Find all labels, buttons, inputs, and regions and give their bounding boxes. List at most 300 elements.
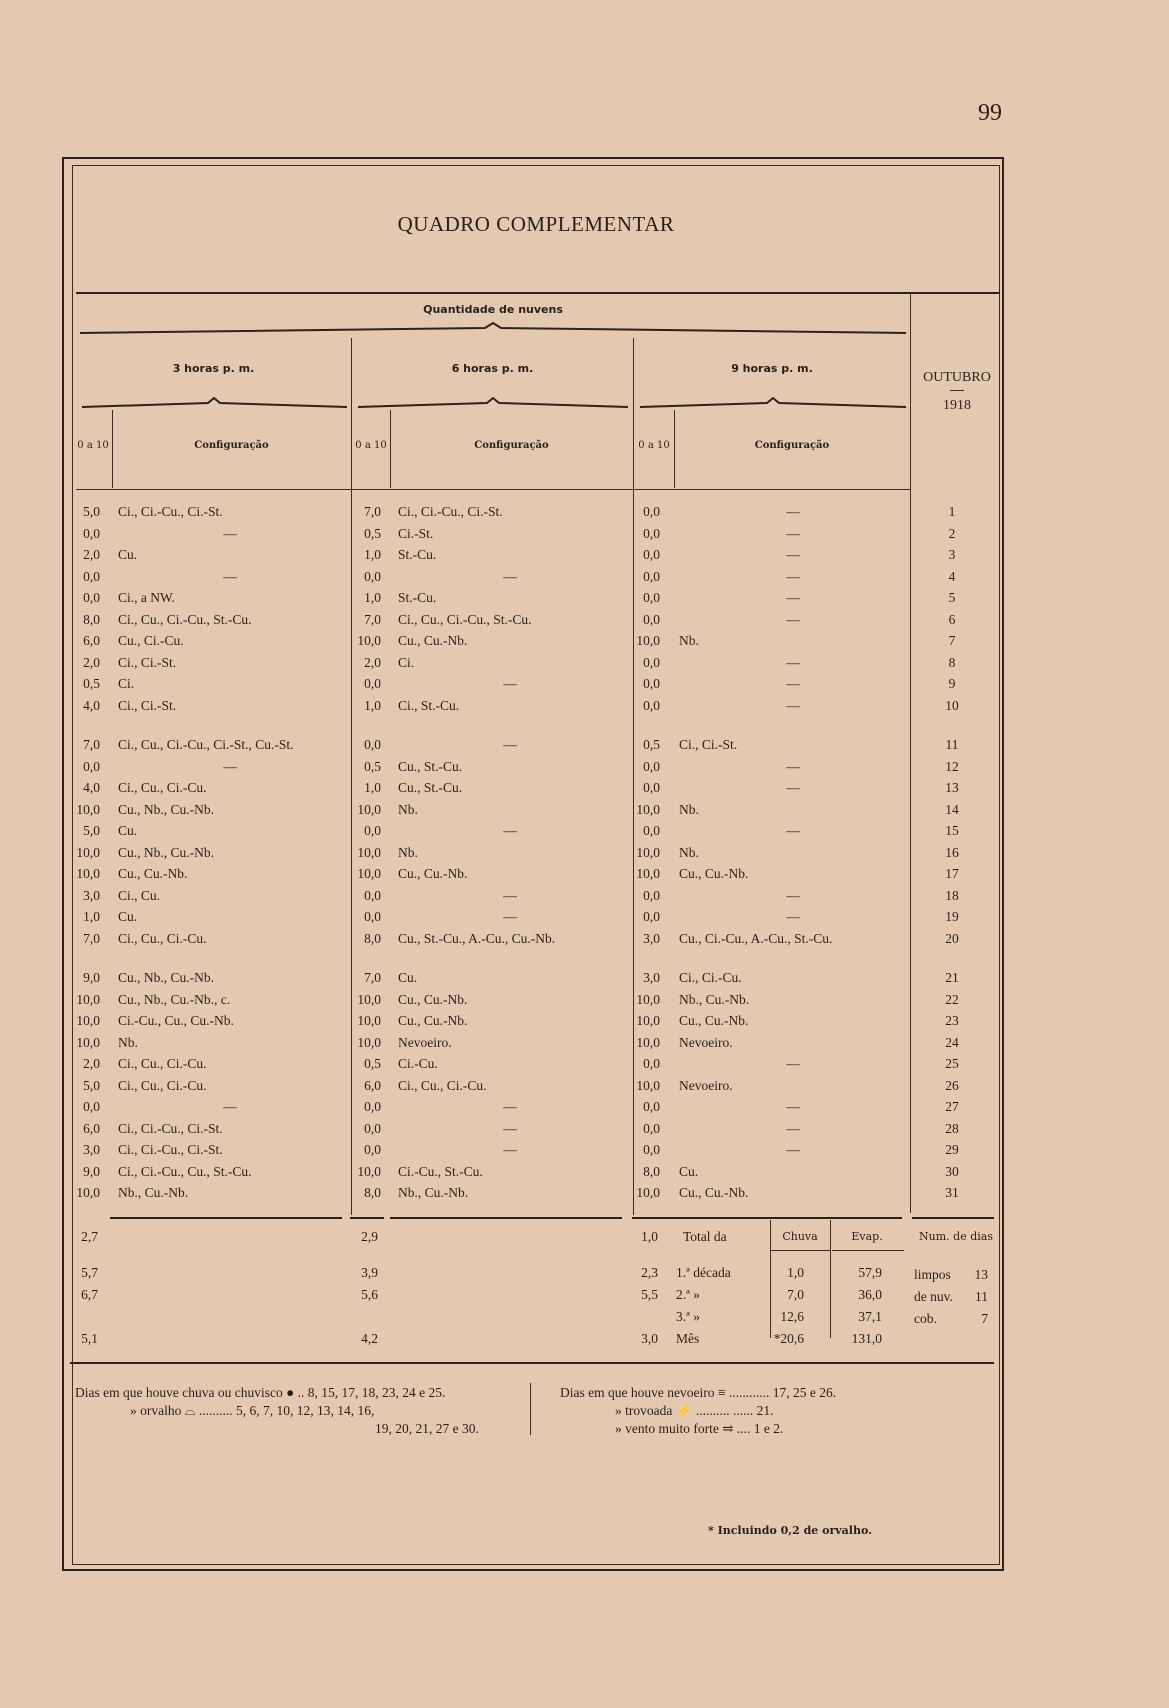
cell-9pm-config: Cu., Cu.-Nb. [679, 866, 749, 881]
cell-6pm-value: 10,0 [357, 991, 381, 1007]
summary-rule-6pm-scale [350, 1217, 384, 1219]
footer-divider [530, 1383, 531, 1435]
table-row [0, 1056, 1169, 1076]
table-row [0, 655, 1169, 675]
cell-9pm-value: 0,0 [643, 1120, 660, 1136]
cell-6pm-config: — [503, 676, 517, 691]
cell-9pm-value: 3,0 [643, 970, 660, 985]
table-row [0, 590, 1169, 610]
cell-9pm-config: — [786, 1142, 800, 1157]
footer-right-line-3: » vento muito forte ⥤ .... 1 e 2. [615, 1421, 784, 1436]
cell-6pm-config: Cu., Cu.-Nb. [398, 1013, 468, 1028]
cell-9pm-value: 0,0 [643, 590, 660, 605]
summary-3pm-month: 2,7 [81, 1229, 98, 1244]
header-bottom-rule [76, 489, 910, 490]
cell-3pm-value: 5,0 [83, 823, 100, 838]
chuva-d2: 7,0 [787, 1287, 804, 1302]
cell-9pm-config: — [786, 887, 800, 903]
dias-nuv-label: de nuv. [914, 1289, 953, 1304]
dias-limpos-label: limpos [914, 1267, 951, 1282]
cell-3pm-value: 8,0 [83, 611, 100, 627]
cell-9pm-config: — [786, 909, 800, 924]
cell-day: 8 [948, 654, 956, 670]
cell-3pm-config: Nb. [118, 1034, 138, 1050]
table-row [0, 845, 1169, 865]
footnote: * Incluindo 0,2 de orvalho. [708, 1524, 872, 1537]
table-row [0, 992, 1169, 1012]
cell-day: 11 [945, 737, 959, 752]
config-header-3pm: Configuração [194, 440, 269, 451]
evap-d2: 36,0 [858, 1287, 882, 1302]
table-row [0, 1121, 1169, 1141]
cell-3pm-value: 0,5 [83, 676, 100, 691]
table-row [0, 1013, 1169, 1033]
cell-day: 5 [948, 590, 956, 605]
cell-9pm-config: — [786, 654, 800, 670]
cell-6pm-config: Cu. [398, 970, 418, 985]
cell-3pm-config: — [223, 758, 237, 774]
cell-6pm-config: Ci., Cu., Ci.-Cu., St.-Cu. [398, 611, 532, 627]
period-d1-label: 1.ª década [676, 1265, 731, 1280]
cell-3pm-value: 10,0 [76, 844, 100, 860]
cell-6pm-value: 0,0 [364, 823, 381, 838]
cell-day: 28 [945, 1120, 959, 1136]
title-rule [76, 292, 1000, 294]
cell-3pm-config: — [223, 1099, 237, 1114]
cell-9pm-config: — [786, 590, 800, 605]
cell-3pm-config: Ci., Cu., Ci.-Cu., Ci.-St., Cu.-St. [118, 737, 294, 752]
brace-6pm [358, 397, 628, 409]
evap-d1: 57,9 [858, 1265, 882, 1280]
cell-6pm-config: Ci.-Cu. [398, 1056, 438, 1071]
cell-9pm-value: 10,0 [636, 633, 660, 648]
dias-cob-label: cob. [914, 1311, 937, 1326]
cell-9pm-config: — [786, 758, 800, 774]
cell-6pm-value: 0,0 [364, 676, 381, 691]
table-row [0, 737, 1169, 757]
cell-9pm-config: — [786, 547, 800, 562]
cell-9pm-config: — [786, 1120, 800, 1136]
cell-9pm-value: 0,0 [643, 611, 660, 627]
period-header-3pm: 3 horas p. m. [172, 362, 255, 375]
cell-6pm-config: St.-Cu. [398, 590, 437, 605]
cell-day: 10 [945, 697, 959, 713]
summary-rule-3pm [110, 1217, 342, 1219]
cell-9pm-value: 10,0 [636, 1077, 660, 1093]
cell-6pm-value: 1,0 [364, 780, 381, 795]
cell-day: 1 [948, 504, 956, 519]
chuva-d1: 1,0 [787, 1265, 804, 1280]
cell-3pm-config: Cu. [118, 823, 138, 838]
cell-9pm-value: 3,0 [643, 930, 660, 946]
cell-6pm-config: Ci., St.-Cu. [398, 697, 460, 713]
brace-9pm [640, 397, 906, 409]
cell-9pm-value: 10,0 [636, 1013, 660, 1028]
cell-3pm-config: Cu. [118, 909, 138, 924]
cell-6pm-value: 0,5 [364, 758, 381, 774]
cell-6pm-config: Cu., St.-Cu. [398, 780, 463, 795]
cell-3pm-config: — [223, 568, 237, 584]
cell-3pm-config: Ci., a NW. [118, 590, 175, 605]
cell-6pm-value: 10,0 [357, 633, 381, 648]
cell-3pm-config: Ci.-Cu., Cu., Cu.-Nb. [118, 1013, 234, 1028]
table-row [0, 547, 1169, 567]
cell-3pm-config: Ci., Cu., Ci.-Cu. [118, 930, 207, 946]
cell-3pm-config: Ci., Cu., Ci.-Cu. [118, 1077, 207, 1093]
cell-3pm-value: 3,0 [83, 1142, 100, 1157]
total-label: Total da [683, 1229, 727, 1244]
cell-6pm-config: Cu., Cu.-Nb. [398, 633, 468, 648]
cell-3pm-config: Ci., Ci.-St. [118, 697, 177, 713]
cell-day: 7 [948, 633, 956, 648]
table-row [0, 676, 1169, 696]
cell-3pm-config: Ci., Cu., Ci.-Cu. [118, 1056, 207, 1071]
cell-6pm-config: Cu., St.-Cu., A.-Cu., Cu.-Nb. [398, 930, 556, 946]
chuva-header: Chuva [782, 1230, 818, 1243]
cell-day: 24 [945, 1034, 959, 1050]
summary-6pm-d2: 5,6 [361, 1287, 378, 1302]
cell-9pm-config: Cu., Ci.-Cu., A.-Cu., St.-Cu. [679, 930, 833, 946]
cell-6pm-value: 8,0 [364, 1185, 381, 1200]
chuva-month: *20,6 [773, 1331, 804, 1346]
cell-9pm-value: 0,0 [643, 676, 660, 691]
cell-6pm-config: Nb. [398, 844, 418, 860]
cell-3pm-config: Ci., Ci.-Cu., Cu., St.-Cu. [118, 1163, 252, 1179]
summary-6pm-month: 2,9 [361, 1229, 378, 1244]
cell-3pm-value: 3,0 [83, 887, 100, 903]
table-row [0, 612, 1169, 632]
cell-3pm-value: 5,0 [83, 1077, 100, 1093]
table-row [0, 569, 1169, 589]
cell-9pm-value: 0,0 [643, 909, 660, 924]
cell-6pm-value: 10,0 [357, 1013, 381, 1028]
page-number: 99 [978, 100, 1002, 126]
cell-6pm-config: — [503, 737, 517, 752]
month-label: OUTUBRO [923, 370, 991, 385]
cell-6pm-value: 1,0 [364, 547, 381, 562]
cell-6pm-value: 8,0 [364, 930, 381, 946]
rain-symbol-icon: ● [286, 1385, 295, 1400]
cell-3pm-config: Ci., Cu., Ci.-Cu., St.-Cu. [118, 611, 252, 627]
cell-9pm-config: — [786, 568, 800, 584]
cell-9pm-config: Ci., Ci.-Cu. [679, 970, 742, 985]
cell-day: 29 [945, 1142, 959, 1157]
cell-3pm-value: 2,0 [83, 654, 100, 670]
summary-9pm-d3: 3,0 [641, 1331, 658, 1346]
cell-3pm-config: Cu., Nb., Cu.-Nb. [118, 844, 215, 860]
cell-3pm-config: Ci. [118, 676, 135, 691]
cell-9pm-value: 10,0 [636, 991, 660, 1007]
cell-9pm-value: 0,0 [643, 1099, 660, 1114]
cell-3pm-config: Cu., Nb., Cu.-Nb. [118, 970, 215, 985]
evap-header: Evap. [851, 1230, 883, 1243]
config-header-6pm: Configuração [474, 440, 549, 451]
cell-day: 18 [945, 887, 959, 903]
table-row [0, 633, 1169, 653]
footer-left-line-1: Dias em que houve chuva ou chuvisco ● .. 8, 15, 17, 18, 23, 24 e 25. [75, 1385, 446, 1400]
cell-3pm-value: 10,0 [76, 801, 100, 817]
footer-left-line-2: » orvalho ⌓ .......... 5, 6, 7, 10, 12, 13, 14, 16, [130, 1403, 375, 1418]
group-brace [80, 322, 906, 334]
cell-3pm-config: Cu. [118, 547, 138, 562]
cell-3pm-config: Cu., Nb., Cu.-Nb. [118, 801, 215, 817]
group-header: Quantidade de nuvens [423, 303, 563, 316]
cell-6pm-value: 0,0 [364, 887, 381, 903]
table-row [0, 1099, 1169, 1119]
cell-6pm-config: Nb. [398, 801, 418, 817]
cell-day: 3 [948, 547, 956, 562]
cell-6pm-value: 0,5 [364, 1056, 381, 1071]
cell-9pm-config: Ci., Ci.-St. [679, 737, 738, 752]
cell-9pm-value: 0,0 [643, 525, 660, 541]
cell-6pm-value: 10,0 [357, 801, 381, 817]
cell-3pm-config: Cu., Nb., Cu.-Nb., c. [118, 991, 231, 1007]
dias-limpos-value: 13 [974, 1267, 988, 1282]
cell-9pm-config: Cu. [679, 1163, 699, 1179]
cell-6pm-config: Ci. [398, 654, 415, 670]
summary-6pm-d3: 4,2 [361, 1331, 378, 1346]
cell-9pm-value: 10,0 [636, 866, 660, 881]
period-header-9pm: 9 horas p. m. [731, 362, 813, 375]
cell-9pm-value: 0,0 [643, 568, 660, 584]
table-row [0, 931, 1169, 951]
table-row [0, 909, 1169, 929]
cell-6pm-value: 2,0 [364, 654, 381, 670]
cell-6pm-value: 10,0 [357, 844, 381, 860]
cell-3pm-config: Ci., Cu. [118, 887, 161, 903]
cell-6pm-value: 6,0 [364, 1077, 381, 1093]
cell-6pm-value: 7,0 [364, 970, 381, 985]
cell-9pm-config: Nb., Cu.-Nb. [679, 991, 750, 1007]
cell-3pm-value: 9,0 [83, 970, 100, 985]
dew-symbol-icon: ⌓ [184, 1403, 196, 1418]
cell-3pm-config: — [223, 525, 237, 541]
cell-3pm-value: 1,0 [83, 909, 100, 924]
scale-header-3pm: 0 a 10 [77, 440, 109, 451]
cell-9pm-value: 0,0 [643, 697, 660, 713]
cell-6pm-config: — [503, 1142, 517, 1157]
cell-3pm-value: 0,0 [83, 525, 100, 541]
cell-3pm-value: 7,0 [83, 930, 100, 946]
cell-9pm-config: — [786, 611, 800, 627]
table-row [0, 970, 1169, 990]
cell-day: 25 [945, 1056, 959, 1071]
footer-right-line-2: » trovoada ⚡ .......... ...... 21. [615, 1403, 774, 1418]
footer-left-line-3: 19, 20, 21, 27 e 30. [375, 1421, 479, 1436]
cell-9pm-config: — [786, 823, 800, 838]
footer-right-line-1: Dias em que houve nevoeiro ≡ ............ 17, 25 e 26. [560, 1385, 837, 1400]
month-year-rule [950, 390, 964, 391]
cell-day: 20 [945, 930, 959, 946]
period-header-6pm: 6 horas p. m. [451, 362, 534, 375]
cell-6pm-config: Ci.-Cu., St.-Cu. [398, 1163, 483, 1179]
num-dias-header: Num. de dias [919, 1230, 993, 1243]
cell-6pm-config: Ci., Ci.-Cu., Ci.-St. [398, 504, 503, 519]
cell-9pm-value: 0,0 [643, 758, 660, 774]
cell-9pm-config: Nevoeiro. [679, 1034, 733, 1050]
cell-6pm-config: Nevoeiro. [398, 1034, 452, 1050]
summary-3pm-d1: 5,7 [81, 1265, 98, 1280]
cell-9pm-value: 10,0 [636, 844, 660, 860]
cell-9pm-config: — [786, 1099, 800, 1114]
cell-day: 23 [945, 1013, 959, 1028]
cell-6pm-config: — [503, 568, 517, 584]
scale-header-9pm: 0 a 10 [638, 440, 670, 451]
year-label: 1918 [943, 398, 971, 413]
summary-9pm-month: 1,0 [641, 1229, 658, 1244]
cell-day: 13 [945, 780, 959, 795]
cell-9pm-value: 0,5 [643, 737, 660, 752]
summary-3pm-d2: 6,7 [81, 1287, 98, 1302]
period-d2-label: 2.ª » [676, 1287, 700, 1302]
cell-9pm-config: — [786, 1056, 800, 1071]
evap-month: 131,0 [851, 1331, 882, 1346]
cell-9pm-value: 0,0 [643, 504, 660, 519]
table-row [0, 1078, 1169, 1098]
chuva-d3: 12,6 [780, 1309, 804, 1324]
cell-6pm-config: Ci., Cu., Ci.-Cu. [398, 1077, 487, 1093]
cell-6pm-value: 10,0 [357, 866, 381, 881]
cell-day: 16 [945, 844, 959, 860]
cell-6pm-value: 10,0 [357, 1034, 381, 1050]
cell-3pm-value: 10,0 [76, 1034, 100, 1050]
cell-3pm-value: 7,0 [83, 737, 100, 752]
cell-3pm-value: 4,0 [83, 697, 100, 713]
table-frame-inner [72, 165, 1000, 1565]
cell-3pm-config: Cu., Cu.-Nb. [118, 866, 188, 881]
cell-3pm-value: 9,0 [83, 1163, 100, 1179]
cell-9pm-config: Nb. [679, 801, 699, 817]
cell-6pm-config: — [503, 909, 517, 924]
table-row [0, 888, 1169, 908]
cell-day: 30 [945, 1163, 959, 1179]
summary-9pm-d2: 5,5 [641, 1287, 658, 1302]
table-row [0, 1035, 1169, 1055]
cell-3pm-config: Ci., Ci.-Cu., Ci.-St. [118, 1142, 223, 1157]
cell-9pm-config: — [786, 504, 800, 519]
cell-day: 19 [945, 909, 959, 924]
cell-3pm-value: 10,0 [76, 991, 100, 1007]
cell-9pm-config: — [786, 780, 800, 795]
period-month-label: Mês [676, 1331, 700, 1346]
footer-top-rule [70, 1362, 994, 1364]
cell-6pm-value: 1,0 [364, 590, 381, 605]
cell-6pm-config: Cu., Cu.-Nb. [398, 866, 468, 881]
cell-9pm-value: 0,0 [643, 887, 660, 903]
cell-3pm-value: 6,0 [83, 1120, 100, 1136]
cell-day: 27 [945, 1099, 959, 1114]
summary-6pm-d1: 3,9 [361, 1265, 378, 1280]
cell-3pm-value: 2,0 [83, 1056, 100, 1071]
strong-wind-symbol-icon: ⥤ [722, 1421, 734, 1436]
scale-header-6pm: 0 a 10 [355, 440, 387, 451]
page-title: QUADRO COMPLEMENTAR [397, 212, 675, 236]
cell-day: 22 [945, 991, 959, 1007]
summary-rule-9pm [632, 1217, 902, 1219]
table-row [0, 802, 1169, 822]
cell-9pm-value: 10,0 [636, 1185, 660, 1200]
cell-day: 17 [945, 866, 959, 881]
cell-6pm-config: Cu., St.-Cu. [398, 758, 463, 774]
cell-9pm-config: Cu., Cu.-Nb. [679, 1185, 749, 1200]
cell-3pm-value: 10,0 [76, 866, 100, 881]
cell-6pm-config: Cu., Cu.-Nb. [398, 991, 468, 1007]
cell-3pm-config: Ci., Ci.-St. [118, 654, 177, 670]
cell-6pm-config: — [503, 887, 517, 903]
cell-3pm-value: 0,0 [83, 590, 100, 605]
cell-9pm-value: 10,0 [636, 801, 660, 817]
cell-9pm-value: 0,0 [643, 1142, 660, 1157]
cell-3pm-value: 0,0 [83, 1099, 100, 1114]
cell-6pm-value: 7,0 [364, 504, 381, 519]
cell-9pm-config: Nb. [679, 844, 699, 860]
cell-6pm-value: 0,5 [364, 525, 381, 541]
cell-day: 26 [945, 1077, 959, 1093]
summary-3pm-d3: 5,1 [81, 1331, 98, 1346]
cell-day: 6 [948, 611, 956, 627]
cell-3pm-config: Cu., Ci.-Cu. [118, 633, 184, 648]
summary-9pm-d1: 2,3 [641, 1265, 658, 1280]
cell-9pm-value: 10,0 [636, 1034, 660, 1050]
cell-6pm-value: 0,0 [364, 1099, 381, 1114]
cell-6pm-config: Nb., Cu.-Nb. [398, 1185, 469, 1200]
cell-3pm-value: 10,0 [76, 1185, 100, 1200]
cell-9pm-value: 0,0 [643, 1056, 660, 1071]
cell-3pm-config: Nb., Cu.-Nb. [118, 1185, 189, 1200]
cell-6pm-value: 7,0 [364, 611, 381, 627]
cell-6pm-config: — [503, 1099, 517, 1114]
cell-3pm-value: 10,0 [76, 1013, 100, 1028]
fog-symbol-icon: ≡ [717, 1385, 726, 1400]
cell-3pm-config: Ci., Cu., Ci.-Cu. [118, 780, 207, 795]
dias-nuv-value: 11 [975, 1289, 988, 1304]
brace-3pm [82, 397, 347, 409]
cell-6pm-value: 0,0 [364, 1142, 381, 1157]
cell-day: 21 [945, 970, 959, 985]
cell-3pm-value: 5,0 [83, 504, 100, 519]
cell-6pm-config: — [503, 823, 517, 838]
cell-day: 9 [948, 676, 956, 691]
cell-9pm-value: 8,0 [643, 1163, 660, 1179]
config-header-9pm: Configuração [754, 440, 830, 451]
dias-cob-value: 7 [981, 1311, 988, 1326]
table-row [0, 1185, 1169, 1205]
cell-9pm-config: — [786, 525, 800, 541]
cell-3pm-config: Ci., Ci.-Cu., Ci.-St. [118, 504, 223, 519]
cell-9pm-config: Nb. [679, 633, 699, 648]
cell-9pm-config: Cu., Cu.-Nb. [679, 1013, 749, 1028]
table-row [0, 698, 1169, 718]
cell-day: 4 [948, 568, 956, 584]
cell-6pm-config: St.-Cu. [398, 547, 437, 562]
cell-6pm-value: 0,0 [364, 1120, 381, 1136]
cell-day: 2 [948, 525, 956, 541]
cell-9pm-value: 0,0 [643, 654, 660, 670]
table-row [0, 759, 1169, 779]
table-row [0, 823, 1169, 843]
cell-9pm-config: Nevoeiro. [679, 1077, 733, 1093]
cell-9pm-value: 0,0 [643, 823, 660, 838]
cell-6pm-value: 1,0 [364, 697, 381, 713]
cell-3pm-value: 2,0 [83, 547, 100, 562]
cell-3pm-value: 4,0 [83, 780, 100, 795]
chuva-rule [770, 1250, 830, 1251]
cell-3pm-value: 0,0 [83, 758, 100, 774]
cell-6pm-value: 10,0 [357, 1163, 381, 1179]
table-row [0, 504, 1169, 524]
cell-9pm-config: — [786, 676, 800, 691]
thunder-symbol-icon: ⚡ [675, 1403, 693, 1418]
